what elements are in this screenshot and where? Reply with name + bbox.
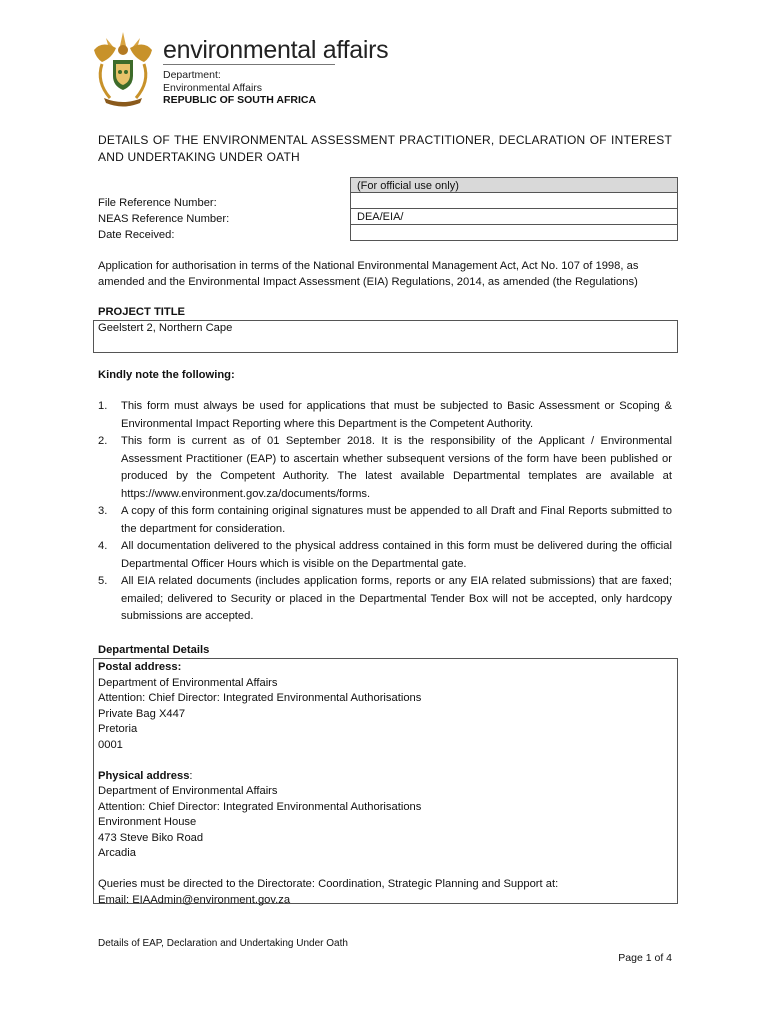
date-received-field[interactable]: [350, 225, 678, 241]
list-item-number: 5.: [98, 575, 108, 587]
footer-document-title: Details of EAP, Declaration and Undertaking Under Oath: [98, 938, 348, 949]
postal-line: Private Bag X447: [98, 707, 186, 720]
neas-reference-label: NEAS Reference Number:: [98, 213, 230, 225]
physical-line: Attention: Chief Director: Integrated Environmental Authorisations: [98, 800, 422, 813]
postal-line: Department of Environmental Affairs: [98, 676, 278, 689]
list-item: [98, 573, 672, 626]
list-item-text: All documentation delivered to the physical address contained in this form must be delivered during the official Departmental Officer Hours which is visible on the Departmental gate.: [121, 540, 672, 570]
project-title-value[interactable]: Geelstert 2, Northern Cape: [98, 322, 233, 334]
application-statement: Application for authorisation in terms of the National Environmental Management Act, Act No. 107 of 1998, as amended and the Environmental Impact Assessment (EIA) Regulations, 2014, as amended (the Regulations): [98, 260, 639, 288]
department-name: Environmental Affairs: [163, 82, 263, 94]
list-item-number: 4.: [98, 540, 108, 552]
list-item: [98, 398, 672, 433]
physical-address-label: Physical address: [98, 769, 190, 782]
project-title-heading: PROJECT TITLE: [98, 306, 186, 318]
departmental-details-content: [98, 660, 668, 908]
page-number: Page 1 of 4: [618, 952, 672, 964]
list-item-number: 3.: [98, 505, 108, 517]
email-text[interactable]: Email: EIAAdmin@environment.gov.za: [98, 893, 291, 906]
departmental-details-heading: Departmental Details: [98, 644, 210, 656]
official-use-box: [350, 177, 678, 241]
physical-address-colon: :: [189, 769, 193, 782]
postal-line: 0001: [98, 738, 123, 751]
physical-line: Arcadia: [98, 847, 136, 859]
spacer: [98, 862, 668, 878]
notes-list: [98, 398, 672, 626]
physical-line: 473 Steve Biko Road: [98, 831, 204, 844]
notes-heading: Kindly note the following:: [98, 369, 235, 381]
document-title: DETAILS OF THE ENVIRONMENTAL ASSESSMENT PRACTITIONER, DECLARATION OF INTEREST AND UNDERTAKING UNDER OATH: [98, 133, 672, 164]
spacer: [98, 753, 668, 769]
list-item-text: This form is current as of 01 September 2018. It is the responsibility of the Applicant / Environmental Assessment Practitioner (EAP) to ascertain whether subsequent versions of the form have been published or produced by the Competent Authority. The latest available Departmental templates are available at https://www.environment.gov.za/documents/forms.: [121, 435, 672, 500]
file-reference-label: File Reference Number:: [98, 197, 217, 209]
physical-line: Environment House: [98, 816, 197, 828]
list-item-text: A copy of this form containing original signatures must be appended to all Draft and Final Reports submitted to the department for consideration.: [121, 505, 672, 535]
list-item-number: 2.: [98, 435, 108, 447]
neas-reference-field[interactable]: DEA/EIA/: [350, 209, 678, 225]
physical-address-label-row: [98, 769, 668, 785]
file-reference-field[interactable]: [350, 193, 678, 209]
official-use-heading: (For official use only): [350, 177, 678, 193]
postal-line: Pretoria: [98, 723, 138, 735]
queries-text: Queries must be directed to the Directorate: Coordination, Strategic Planning and Support at:: [98, 878, 559, 890]
physical-line: Department of Environmental Affairs: [98, 785, 278, 797]
list-item-number: 1.: [98, 400, 108, 412]
coat-of-arms-logo: [88, 28, 158, 108]
list-item-text: All EIA related documents (includes application forms, reports or any EIA related submissions) that are faxed; emailed; delivered to Security or placed in the Departmental Tender Box will not be accepted, only hardcopy submissions are accepted.: [121, 575, 672, 622]
list-item: [98, 503, 672, 538]
list-item: [98, 433, 672, 503]
postal-line: Attention: Chief Director: Integrated Environmental Authorisations: [98, 692, 422, 704]
department-label: Department:: [163, 69, 221, 81]
date-received-label: Date Received:: [98, 229, 175, 241]
brand-wordmark: environmental affairs: [163, 36, 389, 64]
country-name: REPUBLIC OF SOUTH AFRICA: [163, 94, 317, 106]
postal-address-label: Postal address:: [98, 661, 182, 673]
reference-labels: [98, 195, 229, 243]
list-item-text: This form must always be used for applications that must be subjected to Basic Assessment or Scoping & Environmental Impact Reporting where this Department is the Competent Authority.: [121, 400, 672, 430]
brand-divider: [163, 64, 335, 65]
list-item: [98, 538, 672, 573]
